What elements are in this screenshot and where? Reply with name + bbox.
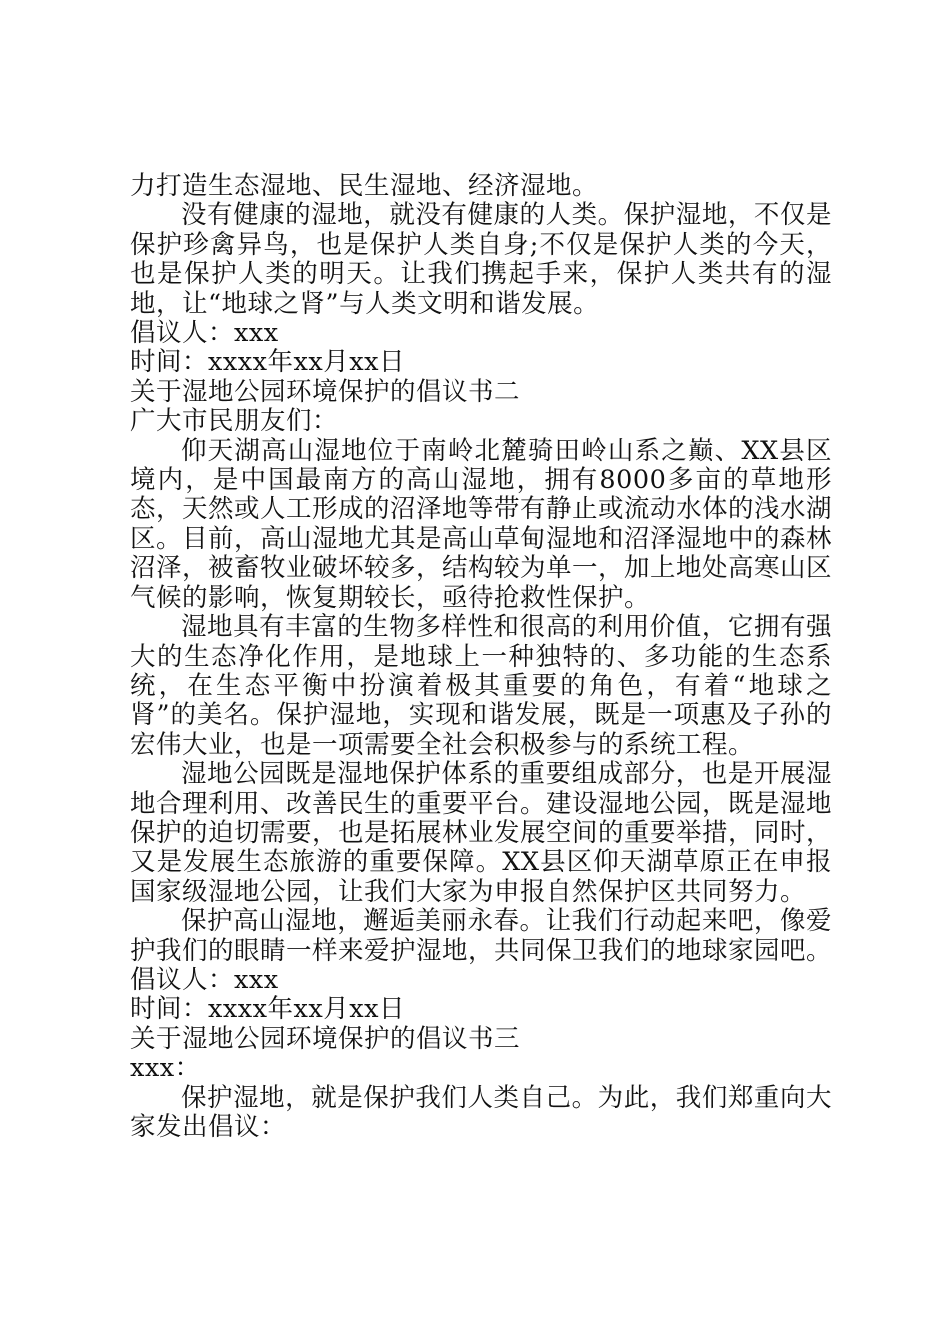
paragraph-yangtian-lake: 仰天湖高山湿地位于南岭北麓骑田岭山系之巅、XX县区境内，是中国最南方的高山湿地，拥有8000多亩的草地形态，天然或人工形成的沼泽地等带有静止或流动水体的浅水湖区。目前，高山湿地尤其是高山草甸湿地和沼泽湿地中的森林沼泽，被畜牧业破坏较多，结构较为单一，加上地处高寒山区气候的影响，恢复期较长，亟待抢救性保护。	[130, 435, 833, 613]
initiator-line-2: 倡议人：xxx	[130, 964, 279, 995]
paragraph-protect-ourselves: 保护湿地，就是保护我们人类自己。为此，我们郑重向大家发出倡议：	[130, 1082, 832, 1142]
section-title-2: 关于湿地公园环境保护的倡议书二	[130, 376, 521, 407]
date-line-2: 时间：xxxx年xx月xx日	[130, 994, 406, 1025]
paragraph-continuation: 力打造生态湿地、民生湿地、经济湿地。	[130, 171, 599, 201]
initiator-line-1: 倡议人：xxx	[130, 318, 279, 349]
date-line-1: 时间：xxxx年xx月xx日	[130, 347, 406, 378]
document-body	[130, 172, 832, 1142]
paragraph-healthy-wetland: 没有健康的湿地，就没有健康的人类。保护湿地，不仅是保护珍禽异鸟，也是保护人类自身;不仅是保护人类的今天，也是保护人类的明天。让我们携起手来，保护人类共有的湿地，让“地球之肾”与人类文明和谐发展。	[130, 200, 832, 319]
paragraph-wetland-park: 湿地公园既是湿地保护体系的重要组成部分，也是开展湿地合理利用、改善民生的重要平台。建设湿地公园，既是湿地保护的迫切需要，也是拓展林业发展空间的重要举措，同时，又是发展生态旅游的重要保障。XX县区仰天湖草原正在申报国家级湿地公园，让我们大家为申报自然保护区共同努力。	[130, 759, 833, 907]
salutation-3: xxx：	[130, 1053, 201, 1084]
salutation-2: 广大市民朋友们：	[130, 406, 339, 437]
section-title-3: 关于湿地公园环境保护的倡议书三	[130, 1023, 521, 1054]
paragraph-biodiversity: 湿地具有丰富的生物多样性和很高的利用价值，它拥有强大的生态净化作用，是地球上一种独特的、多功能的生态系统，在生态平衡中扮演着极其重要的角色，有着“地球之肾”的美名。保护湿地，实现和谐发展，既是一项惠及子孙的宏伟大业，也是一项需要全社会积极参与的系统工程。	[130, 612, 832, 760]
paragraph-call-to-action: 保护高山湿地，邂逅美丽永春。让我们行动起来吧，像爱护我们的眼睛一样来爱护湿地，共同保卫我们的地球家园吧。	[130, 906, 833, 966]
